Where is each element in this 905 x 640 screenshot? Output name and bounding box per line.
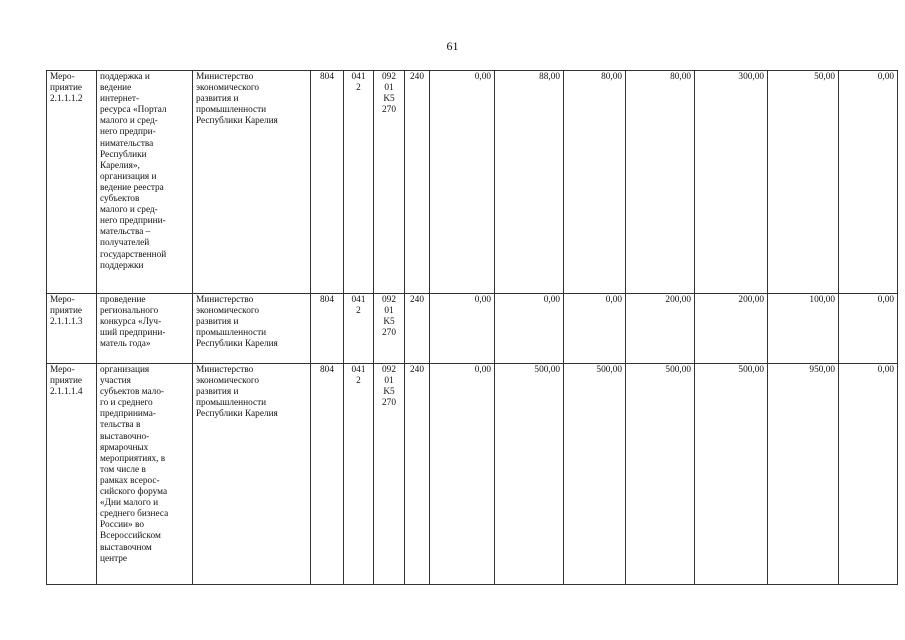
amount-cell: 300,00: [695, 71, 768, 294]
amount-cell: 88,00: [495, 71, 564, 294]
amount-cell: 200,00: [626, 294, 695, 364]
csr-code: 092 01 K5 270: [374, 294, 405, 364]
grbs-code: 804: [311, 364, 344, 585]
rzpr-code: 041 2: [344, 294, 374, 364]
amount-cell: 0,00: [430, 71, 495, 294]
rzpr-code: 041 2: [344, 364, 374, 585]
budget-table: [46, 70, 898, 585]
amount-cell: 500,00: [626, 364, 695, 585]
csr-code: 092 01 K5 270: [374, 71, 405, 294]
amount-cell: 0,00: [839, 71, 898, 294]
amount-cell: 100,00: [768, 294, 839, 364]
measure-name: поддержка и ведение интернет- ресурса «Портал малого и сред- него предпри- нимательства Республики Карелия», организация и ведение реестра субъектов малого и сред- него предприни- мательства – получателей государственной поддержки: [97, 71, 193, 294]
grbs-code: 804: [311, 71, 344, 294]
table-row: [47, 71, 898, 294]
measure-label: Меро- приятие 2.1.1.1.3: [47, 294, 97, 364]
rzpr-code: 041 2: [344, 71, 374, 294]
measure-name: проведение регионального конкурса «Луч- ший предприни- матель года»: [97, 294, 193, 364]
amount-cell: 500,00: [564, 364, 626, 585]
grbs-code: 804: [311, 294, 344, 364]
executor: Министерство экономического развития и промышленности Республики Карелия: [193, 71, 311, 294]
amount-cell: 50,00: [768, 71, 839, 294]
amount-cell: 0,00: [430, 294, 495, 364]
amount-cell: 500,00: [695, 364, 768, 585]
executor: Министерство экономического развития и промышленности Республики Карелия: [193, 364, 311, 585]
csr-code: 092 01 K5 270: [374, 364, 405, 585]
amount-cell: 0,00: [839, 364, 898, 585]
amount-cell: 0,00: [839, 294, 898, 364]
amount-cell: 80,00: [564, 71, 626, 294]
measure-label: Меро- приятие 2.1.1.1.2: [47, 71, 97, 294]
amount-cell: 0,00: [495, 294, 564, 364]
vr-code: 240: [405, 294, 430, 364]
amount-cell: 0,00: [430, 364, 495, 585]
amount-cell: 80,00: [626, 71, 695, 294]
measure-label: Меро- приятие 2.1.1.1.4: [47, 364, 97, 585]
page-number: 61: [446, 39, 459, 53]
amount-cell: 200,00: [695, 294, 768, 364]
amount-cell: 500,00: [495, 364, 564, 585]
vr-code: 240: [405, 364, 430, 585]
vr-code: 240: [405, 71, 430, 294]
amount-cell: 0,00: [564, 294, 626, 364]
measure-name: организация участия субъектов мало- го и среднего предпринима- тельства в выставочно- ярмарочных мероприятиях, в том числе в рамках всерос- сийского форума «Дни малого и среднего бизнеса России» во Всероссийском выставочном центре: [97, 364, 193, 585]
executor: Министерство экономического развития и промышленности Республики Карелия: [193, 294, 311, 364]
table-row: [47, 364, 898, 585]
amount-cell: 950,00: [768, 364, 839, 585]
table-row: [47, 294, 898, 364]
